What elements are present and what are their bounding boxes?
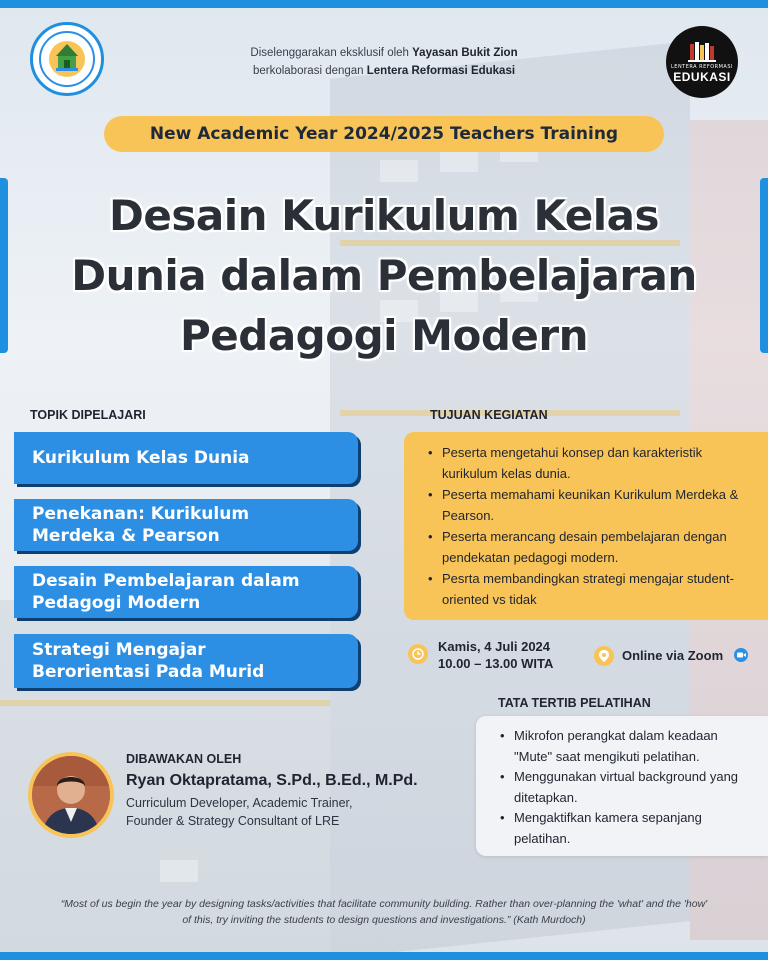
- logo-title: EDUKASI: [673, 70, 731, 84]
- title-line: Dunia dalam Pembelajaran: [71, 251, 697, 300]
- topic-item: [14, 634, 358, 688]
- lentera-reformasi-edukasi-logo: [666, 26, 738, 98]
- bottom-accent-bar: [0, 952, 768, 960]
- topic-item: [14, 499, 358, 551]
- tujuan-item: • Pesrta membandingkan strategi mengajar student-oriented vs tidak: [426, 568, 754, 610]
- clock-icon: [408, 644, 428, 664]
- event-time: 10.00 – 13.00 WITA: [438, 656, 554, 671]
- event-location: Online via Zoom: [622, 648, 724, 663]
- topic-label: Penekanan: Kurikulum Merdeka & Pearson: [32, 504, 250, 546]
- logo-caption: LENTERA REFORMASI: [671, 64, 733, 70]
- rule-item: • Mikrofon perangkat dalam keadaan "Mute" saat mengikuti pelatihan.: [498, 726, 756, 767]
- tujuan-item: • Peserta mengetahui konsep dan karakteristik kurikulum kelas dunia.: [426, 442, 754, 484]
- tujuan-item: • Peserta merancang desain pembelajaran dengan pendekatan pedagogi modern.: [426, 526, 754, 568]
- topic-label: Kurikulum Kelas Dunia: [32, 448, 250, 468]
- topik-heading: TOPIK DIPELAJARI: [30, 408, 146, 422]
- rule-item: • Mengaktifkan kamera sepanjang pelatihan.: [498, 808, 756, 849]
- tujuan-heading: TUJUAN KEGIATAN: [430, 408, 548, 422]
- top-accent-bar: [0, 0, 768, 8]
- topic-item: [14, 566, 358, 618]
- zoom-icon: [734, 648, 748, 662]
- tujuan-item: • Peserta memahami keunikan Kurikulum Merdeka & Pearson.: [426, 484, 754, 526]
- foundation-emblem-icon: [38, 30, 96, 88]
- tata-tertib-heading: TATA TERTIB PELATIHAN: [498, 696, 651, 710]
- tujuan-box: [404, 432, 768, 620]
- organizer-info: Diselenggarakan eksklusif oleh Yayasan Bukit Zion berkolaborasi dengan Lentera Reformasi Edukasi: [250, 47, 518, 77]
- presenter-label: DIBAWAKAN OLEH: [126, 752, 242, 766]
- books-icon: [687, 40, 717, 62]
- topic-label: Strategi Mengajar Berorientasi Pada Murid: [32, 640, 265, 682]
- footer-quote: “Most of us begin the year by designing tasks/activities that facilitate community building. Rather than over-planning the 'what' and the 'how' of this, try inviting the students to design questions and investigations.” (Kath Murdoch): [60, 898, 708, 926]
- presenter-role: Founder & Strategy Consultant of LRE: [126, 814, 340, 828]
- right-accent-bar: [760, 178, 768, 353]
- event-datetime: [438, 638, 553, 672]
- main-title: [30, 186, 738, 366]
- presenter-name: Ryan Oktapratama, S.Pd., B.Ed., M.Pd.: [126, 772, 418, 789]
- presenter-info: [126, 752, 466, 830]
- event-date: Kamis, 4 Juli 2024: [438, 639, 551, 654]
- title-line: Desain Kurikulum Kelas: [109, 191, 659, 240]
- rule-item: • Menggunakan virtual background yang ditetapkan.: [498, 767, 756, 808]
- presenter-role: Curriculum Developer, Academic Trainer,: [126, 796, 353, 810]
- event-tag-pill: New Academic Year 2024/2025 Teachers Training: [104, 116, 664, 152]
- title-line: Pedagogi Modern: [180, 311, 588, 360]
- yayasan-bukit-zion-logo: [30, 22, 104, 96]
- tata-tertib-box: [476, 716, 768, 856]
- topic-item: [14, 432, 358, 484]
- topic-label: Desain Pembelajaran dalam Pedagogi Modern: [32, 571, 300, 613]
- location-pin-icon: [594, 646, 614, 666]
- left-accent-bar: [0, 178, 8, 353]
- presenter-avatar: [28, 752, 114, 838]
